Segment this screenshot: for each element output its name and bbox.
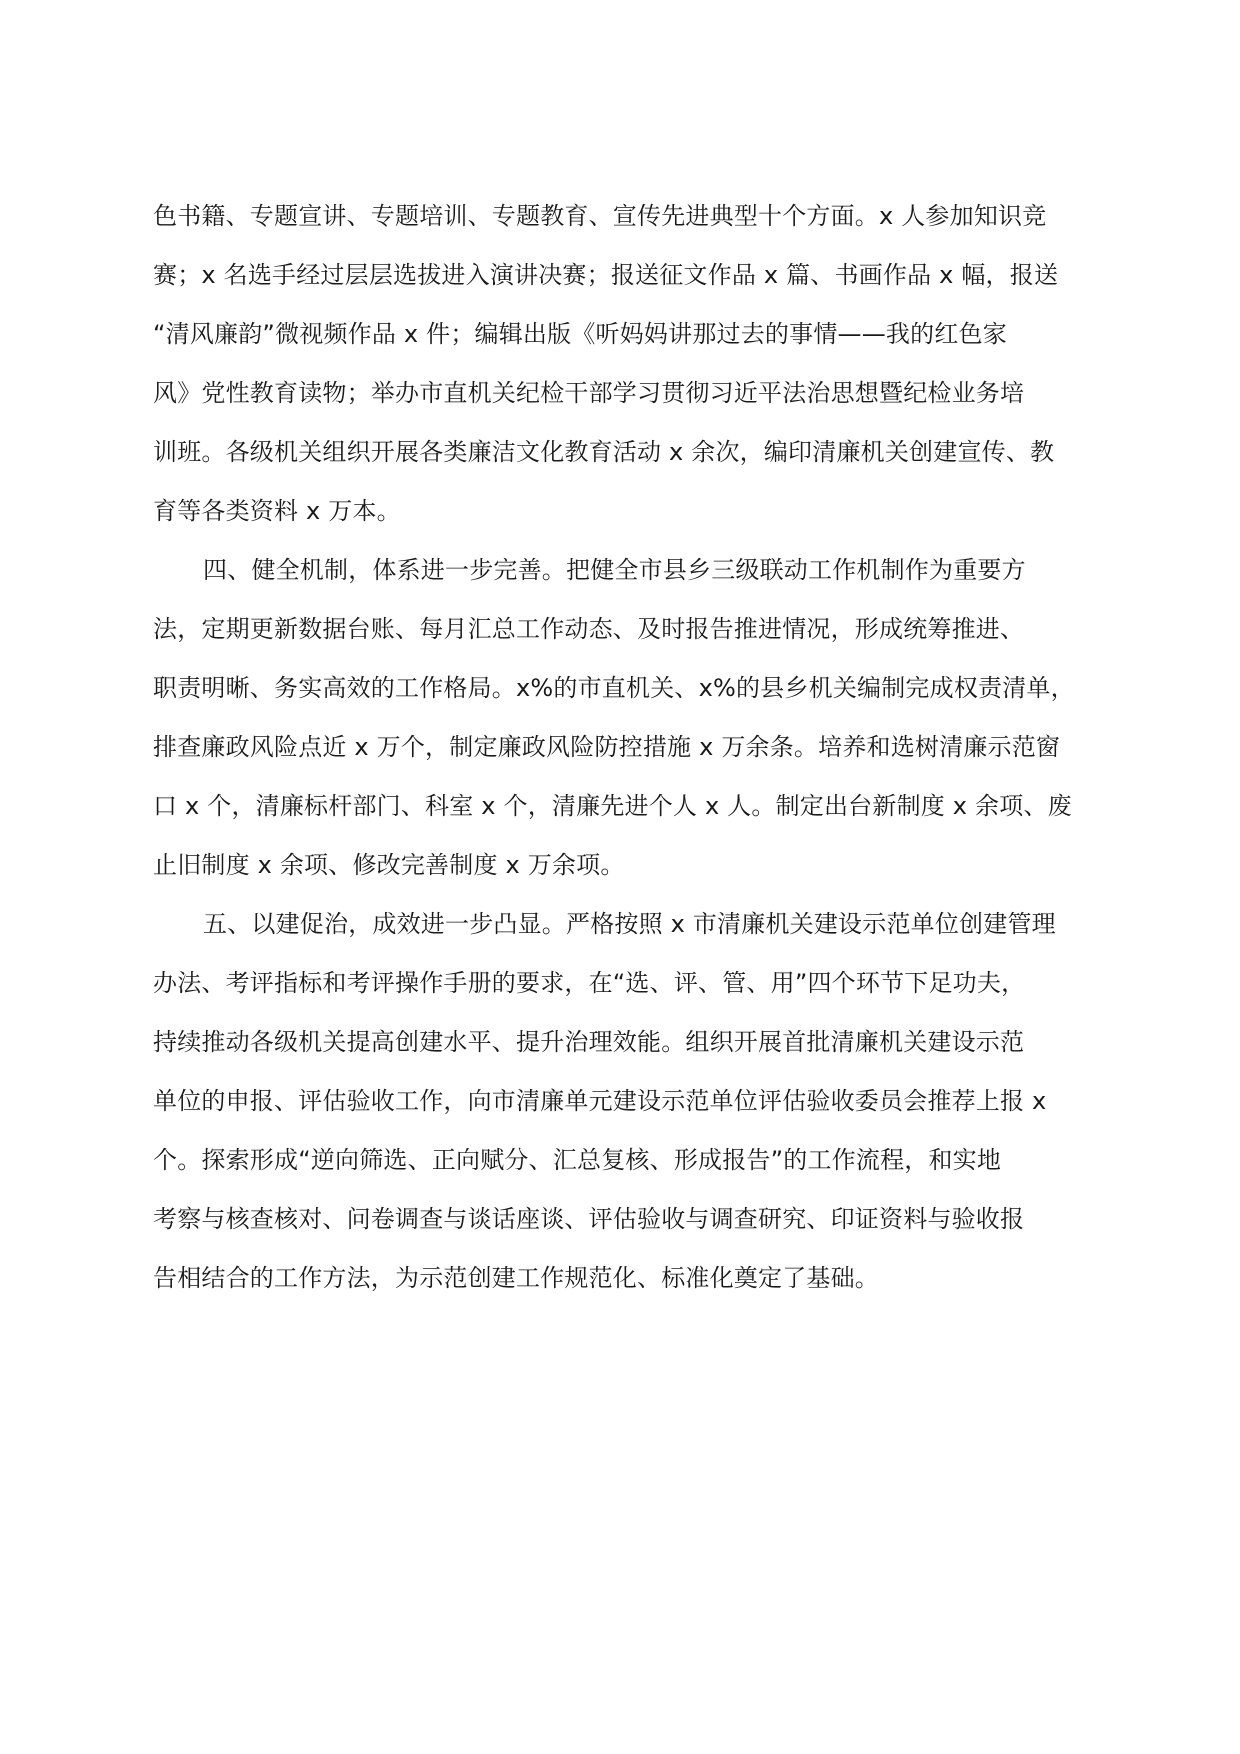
text-line: 色书籍、专题宣讲、专题培训、专题教育、宣传先进典型十个方面。x 人参加知识竞 <box>153 202 1047 230</box>
text-line: “清风廉韵”微视频作品 x 件；编辑出版《听妈妈讲那过去的事情——我的红色家 <box>153 320 1007 348</box>
text-line: 育等各类资料 x 万本。 <box>153 497 401 525</box>
text-line: 办法、考评指标和考评操作手册的要求，在“选、评、管、用”四个环节下足功夫， <box>153 969 1026 997</box>
text-line: 止旧制度 x 余项、修改完善制度 x 万余项。 <box>153 851 625 879</box>
text-line: 单位的申报、评估验收工作，向市清廉单元建设示范单位评估验收委员会推荐上报 x <box>153 1087 1047 1115</box>
text-line: 口 x 个，清廉标杆部门、科室 x 个，清廉先进个人 x 人。制定出台新制度 x 余项、废 <box>153 792 1072 820</box>
text-line: 职责明晰、务实高效的工作格局。x%的市直机关、x%的县乡机关编制完成权责清单， <box>153 674 1075 702</box>
text-line: 训班。各级机关组织开展各类廉洁文化教育活动 x 余次，编印清廉机关创建宣传、教 <box>153 438 1055 466</box>
section-five-heading-line: 五、以建促治，成效进一步凸显。严格按照 x 市清廉机关建设示范单位创建管理 <box>203 910 1056 938</box>
text-line: 风》党性教育读物；举办市直机关纪检干部学习贯彻习近平法治思想暨纪检业务培 <box>153 379 1025 407</box>
text-line: 赛；x 名选手经过层层选拔进入演讲决赛；报送征文作品 x 篇、书画作品 x 幅，报送 <box>153 261 1059 289</box>
section-four-heading-line: 四、健全机制，体系进一步完善。把健全市县乡三级联动工作机制作为重要方 <box>203 556 1026 584</box>
text-line: 排查廉政风险点近 x 万个，制定廉政风险防控措施 x 万余条。培养和选树清廉示范窗 <box>153 733 1061 761</box>
text-line: 告相结合的工作方法，为示范创建工作规范化、标准化奠定了基础。 <box>153 1264 879 1292</box>
text-line: 法，定期更新数据台账、每月汇总工作动态、及时报告推进情况，形成统筹推进、 <box>153 615 1025 643</box>
body-text <box>153 187 1083 1308</box>
text-line: 个。探索形成“逆向筛选、正向赋分、汇总复核、形成报告”的工作流程，和实地 <box>153 1146 1002 1174</box>
text-line: 考察与核查核对、问卷调查与谈话座谈、评估验收与调查研究、印证资料与验收报 <box>153 1205 1025 1233</box>
text-line: 持续推动各级机关提高创建水平、提升治理效能。组织开展首批清廉机关建设示范 <box>153 1028 1025 1056</box>
